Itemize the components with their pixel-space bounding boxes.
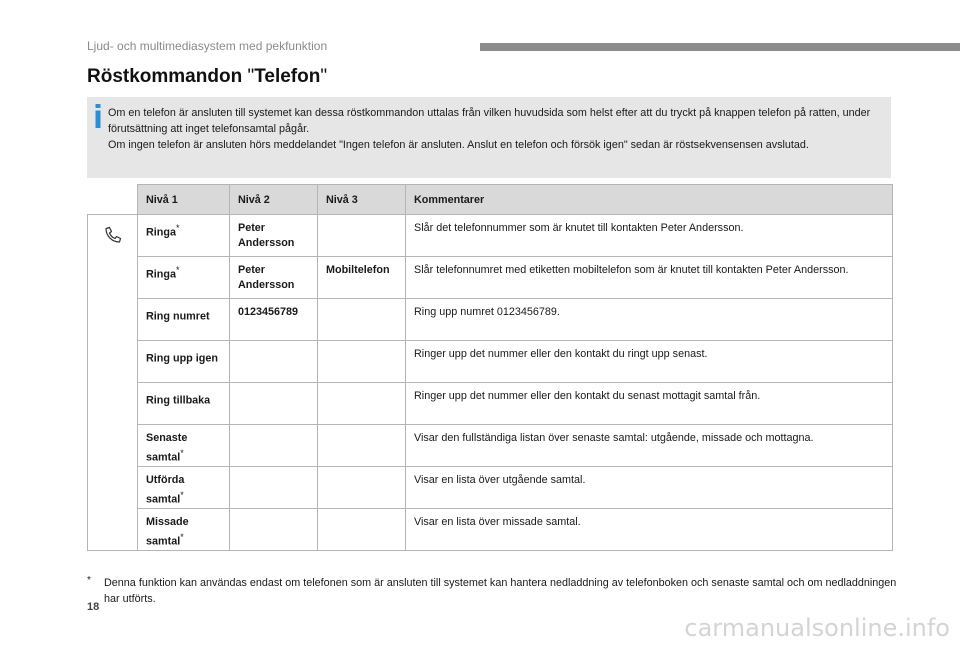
- row-3-level-3: [318, 299, 406, 341]
- footnote-marker: *: [176, 223, 180, 233]
- footnote: [87, 575, 897, 607]
- header-comments: Kommentarer: [406, 185, 893, 215]
- row-8-comment: Visar en lista över missade samtal.: [406, 509, 893, 551]
- table-row: [88, 383, 893, 425]
- page-title: [87, 66, 327, 88]
- header-blank-cell: [88, 185, 138, 215]
- title-prefix: Röstkommandon: [87, 66, 248, 87]
- row-6-comment: Visar den fullständiga listan över senaste samtal: utgående, missade och mottagna.: [406, 425, 893, 467]
- row-5-level-1: Ring tillbaka: [138, 383, 230, 425]
- table-row: [88, 215, 893, 257]
- header-divider-bar: [480, 43, 960, 51]
- voice-command-table: [87, 184, 893, 551]
- row-5-level-2: [230, 383, 318, 425]
- row-3-level-2: 0123456789: [230, 299, 318, 341]
- row-6-level-2: [230, 425, 318, 467]
- info-icon: [92, 104, 104, 128]
- row-1-level-1: Ringa*: [138, 215, 230, 257]
- row-4-level-3: [318, 341, 406, 383]
- table-row: [88, 299, 893, 341]
- row-7-level-1: Utförda samtal*: [138, 467, 230, 509]
- row-4-comment: Ringer upp det nummer eller den kontakt du ringt upp senast.: [406, 341, 893, 383]
- header-level-2: Nivå 2: [230, 185, 318, 215]
- row-8-level-2: [230, 509, 318, 551]
- table-row: [88, 467, 893, 509]
- section-title: Ljud- och multimediasystem med pekfunktion: [87, 39, 328, 53]
- row-6-level-3: [318, 425, 406, 467]
- info-paragraph-2: Om ingen telefon är ansluten hörs meddelandet "Ingen telefon är ansluten. Anslut en telefon och försök igen" sedan är röstsekvensensen avslutad.: [108, 139, 809, 151]
- footnote-marker: *: [180, 490, 184, 500]
- footnote-text: Denna funktion kan användas endast om telefonen som är ansluten till systemet kan hantera nedladdning av telefonboken och senaste samtal och om nedladdningen har utförts.: [104, 577, 897, 605]
- row-4-level-1: Ring upp igen: [138, 341, 230, 383]
- info-paragraph-1: Om en telefon är ansluten till systemet kan dessa röstkommandon uttalas från vilken huvudsida som helst efter att du tryckt på knappen telefon på ratten, under förutsättning att inget telefonsamtal pågår.: [108, 107, 871, 135]
- header-level-1: Nivå 1: [138, 185, 230, 215]
- footnote-marker: *: [176, 265, 180, 275]
- title-name: Telefon: [254, 66, 321, 87]
- header-level-3: Nivå 3: [318, 185, 406, 215]
- row-4-level-2: [230, 341, 318, 383]
- row-7-level-2: [230, 467, 318, 509]
- info-text: [108, 105, 888, 153]
- watermark: carmanualsonline.info: [684, 614, 950, 642]
- row-1-comment: Slår det telefonnummer som är knutet till kontakten Peter Andersson.: [406, 215, 893, 257]
- footnote-mark: *: [87, 575, 91, 586]
- row-3-level-1: Ring numret: [138, 299, 230, 341]
- row-2-level-3: Mobiltelefon: [318, 257, 406, 299]
- table-row: [88, 425, 893, 467]
- row-2-comment: Slår telefonnumret med etiketten mobiltelefon som är knutet till kontakten Peter Andersson.: [406, 257, 893, 299]
- row-1-level-3: [318, 215, 406, 257]
- title-quote-open: ": [247, 66, 255, 87]
- row-5-comment: Ringer upp det nummer eller den kontakt du senast mottagit samtal från.: [406, 383, 893, 425]
- row-7-level-3: [318, 467, 406, 509]
- row-1-level-2: Peter Andersson: [230, 215, 318, 257]
- phone-handset-icon: [103, 225, 123, 245]
- row-7-comment: Visar en lista över utgående samtal.: [406, 467, 893, 509]
- footnote-marker: *: [180, 448, 184, 458]
- row-3-comment: Ring upp numret 0123456789.: [406, 299, 893, 341]
- info-box: [87, 97, 891, 178]
- footnote-marker: *: [180, 532, 184, 542]
- row-2-level-2: Peter Andersson: [230, 257, 318, 299]
- title-quote-close: ": [320, 66, 328, 87]
- row-6-level-1: Senaste samtal*: [138, 425, 230, 467]
- row-5-level-3: [318, 383, 406, 425]
- table-row: [88, 509, 893, 551]
- row-8-level-1: Missade samtal*: [138, 509, 230, 551]
- table-row: [88, 257, 893, 299]
- row-2-level-1: Ringa*: [138, 257, 230, 299]
- row-8-level-3: [318, 509, 406, 551]
- phone-icon-cell: [88, 215, 138, 551]
- table-header-row: [88, 185, 893, 215]
- table-row: [88, 341, 893, 383]
- page-number: 18: [87, 601, 100, 613]
